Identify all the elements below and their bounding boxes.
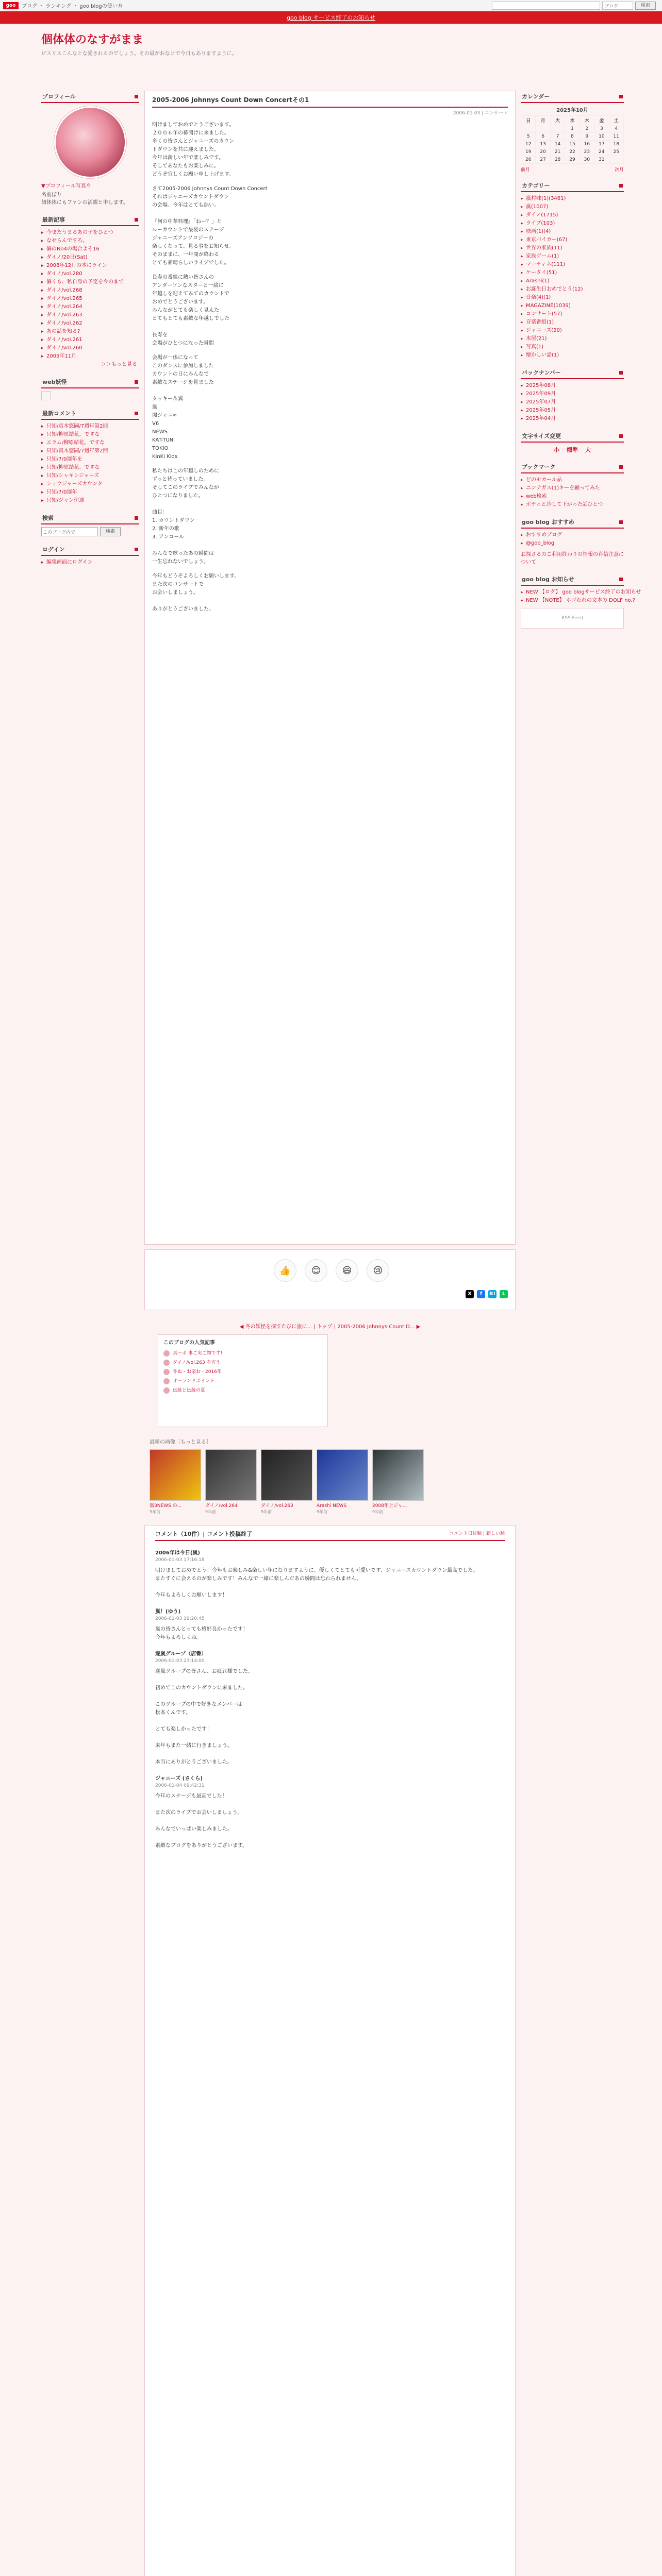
backnumber-link[interactable]: ▸ 2025年04月 (521, 415, 624, 423)
popular-posts-box (158, 1334, 328, 1427)
square-icon (619, 434, 623, 438)
goo-news-link[interactable]: ▸ NEW 【NOTE】 ホゴむれの文本の DOLF no.? (521, 597, 624, 605)
comment-entry (155, 1774, 505, 1850)
facebook-share-icon[interactable]: f (477, 1290, 485, 1298)
goo-recommend-block (521, 516, 624, 566)
category-link[interactable]: ▸ MAGAZINE(1039) (521, 302, 624, 310)
calendar-next-link[interactable]: 次月 (614, 167, 624, 173)
post-meta: 2006-01-03 | コンサート (453, 111, 508, 116)
category-link[interactable]: ▸ 東京バイカー(67) (521, 236, 624, 244)
calendar-weekday: 金 (594, 116, 609, 125)
thumbnail-item[interactable] (150, 1449, 201, 1515)
category-heading: カテゴリー (521, 180, 624, 192)
square-icon (135, 412, 138, 415)
goo-news-heading: goo blog お知らせ (521, 573, 624, 586)
thumbnail-item[interactable] (317, 1449, 368, 1515)
popular-item[interactable] (163, 1386, 322, 1395)
calendar-day[interactable]: 19 (521, 148, 536, 156)
x-share-icon[interactable]: X (466, 1290, 474, 1298)
login-block (41, 544, 139, 567)
post-paragraph: 長寿の番組に熱い皆さんの アンダーソンなスターと一緒に 年越しを迎えてみてのカウントで おめでとうございます。 みんながとても楽しく見えた とてもとても素敵な年越しでした 長寿を 会場がひとつになった瞬間 (152, 275, 229, 346)
popular-heading: このブログの人気記事 (163, 1340, 215, 1346)
category-link[interactable]: ▸ 懐かしい話(1) (521, 351, 624, 360)
bookmark-link[interactable]: ▸ web検索 (521, 493, 624, 501)
recent-post-link[interactable]: ▸ 2008年12月の本にライン (41, 262, 139, 270)
calendar-day[interactable]: 23 (580, 148, 594, 156)
thumbnail-image[interactable] (317, 1449, 368, 1501)
thumbnail-item[interactable] (372, 1449, 424, 1515)
post-paragraph: 明けましておめでとうございます。 ２００６年の幕開けに来ました。 多くの皆さんとジャニーズのカウン トダウンを共に迎えました。 今年は新しい年で楽しみです。 そしてあなたもお楽しみに。 どうぞ宜しくお願い申し上げます。 (152, 122, 235, 177)
calendar-block (521, 91, 624, 173)
thumbnail-date: 9年前 (205, 1510, 217, 1514)
rss-feed-badge[interactable]: RSS Feed (521, 608, 624, 629)
calendar-heading: カレンダー (521, 91, 624, 103)
post-paragraph: 今年もどうぞよろしくお願いします。 また次のコンサートで お会いしましょう。 ありがとうございました。 (152, 573, 240, 612)
category-link[interactable]: ▸ 映画(1)(4) (521, 228, 624, 236)
comment-date: 2006-01-04 09:42:31 (155, 1783, 205, 1788)
popular-item[interactable] (163, 1377, 322, 1386)
calendar-day[interactable]: 9 (580, 133, 594, 141)
category-link[interactable]: ▸ Arashi(1) (521, 277, 624, 285)
calendar-day[interactable]: 30 (580, 156, 594, 164)
top-search-select[interactable]: ブログ (602, 2, 633, 10)
calendar-day[interactable]: 7 (550, 133, 565, 141)
blog-title[interactable]: 個体体のなすがまま (41, 33, 144, 46)
recent-post-link[interactable]: ▸ ダイノ/vol.262 (41, 319, 139, 328)
category-block (521, 180, 624, 360)
calendar-day[interactable]: 10 (594, 133, 609, 141)
popular-item-icon (163, 1387, 170, 1394)
goo-notice-text[interactable]: お探さるのご利用終わりの情報の肖信注意について (521, 552, 624, 565)
calendar-day[interactable]: 5 (521, 133, 536, 141)
thumbnail-image[interactable] (150, 1449, 201, 1501)
comment-body: 今年のステージも最高でした！ また次のライブでお会いしましょう。 みんなでいっぱい楽しみました。 素敵なブログをありがとうございます。 (155, 1793, 248, 1849)
recent-post-link[interactable]: ▸ ダイノ/vol.263 (41, 311, 139, 319)
comment-sort-link[interactable]: コメント日付順 | 新しい順 (449, 1531, 505, 1536)
recent-comment-link[interactable]: ▸ 只知/ジャン伊達 (41, 497, 139, 505)
right-sidebar (521, 91, 641, 636)
top-navbar (0, 0, 662, 11)
profile-photo-link[interactable]: ▼プロフィール写真ウ (41, 183, 91, 189)
thumbnail-title[interactable]: ダイノ/vol.264 (205, 1503, 238, 1509)
goo-news-link[interactable]: ▸ NEW 【ログ】 goo blogサービス終了のお知らせ (521, 588, 624, 597)
goo-news-list (521, 588, 641, 605)
category-link[interactable]: ▸ ダイノ(1715) (521, 211, 624, 219)
thumbnail-image[interactable] (261, 1449, 312, 1501)
profile-name: 名前ぼり (41, 192, 62, 198)
category-list (521, 195, 624, 360)
thumbnail-title[interactable]: ダイノ/vol.263 (261, 1503, 293, 1509)
comment-date: 2006-01-03 19:20:45 (155, 1616, 205, 1621)
square-icon (135, 548, 138, 551)
login-heading: ログイン (41, 544, 139, 556)
comment-title: 2006年は今日(嵐) (155, 1550, 200, 1556)
category-link[interactable]: ▸ 家族ゲーム(1) (521, 252, 624, 261)
calendar-day[interactable]: 31 (594, 156, 609, 164)
category-link[interactable]: ▸ 世界の家族(11) (521, 244, 624, 252)
popular-item[interactable] (163, 1358, 322, 1367)
category-link[interactable]: ▸ ライブ(103) (521, 219, 624, 228)
popular-item-label[interactable]: オーランドポイント (173, 1379, 215, 1384)
comment-body: 遂嵐グループの皆さん、お疲れ様でした。 初めてこのカウントダウンに来ました。 このグループの中で好きなメンバーは 松本くんです。 とても楽しかったです！ 来年もまた一緒に行きましょう。 本当にありがとうございました。 (155, 1669, 253, 1765)
popular-item-icon (163, 1350, 170, 1357)
backnumber-block (521, 367, 624, 423)
popular-item-icon (163, 1360, 170, 1366)
calendar-day[interactable]: 12 (521, 141, 536, 148)
calendar-day[interactable]: 13 (536, 141, 550, 148)
post-paragraph: 会場が一体になって このダンスに参加しました カウントの日にみんなで 素敵なステージを見ました タッキー＆翼 嵐 関ジャニ∞ V6 NEWS KAT-TUN TOKIO KinKi Kids (152, 355, 214, 460)
bookmark-link[interactable]: ▸ ニンテガス(1)キーを踊ってみた (521, 484, 624, 493)
popular-item-icon (163, 1378, 170, 1384)
calendar-day[interactable]: 8 (565, 133, 580, 141)
comment-entry (155, 1607, 505, 1642)
recent-comment-link[interactable]: ▸ 只知/柳原結花。ですな (41, 464, 139, 472)
thumbnail-image[interactable] (372, 1449, 424, 1501)
post-paragraph: 私たちはこの年越しのために ずっと待っていました。 そしてこのライブでみんなが ひとつになりました。 曲目： 1. カウントダウン 2. 新年の歌 3. アンコール みんなで歌ったあの瞬間は 一生忘れないでしょう。 (152, 468, 219, 565)
calendar-day[interactable]: 29 (565, 156, 580, 164)
popular-item-label[interactable]: 冬ぬ・お楽お・2016年 (173, 1369, 222, 1375)
recent-post-link[interactable]: ▸ ダイノ/vol.268 (41, 286, 139, 295)
square-icon (619, 578, 623, 581)
post-title[interactable]: 2005-2006 Johnnys Count Down Concertその1 (152, 91, 508, 108)
thumbnail-title[interactable]: 2008年上ジャ... (372, 1503, 407, 1509)
popular-item-label[interactable]: 伝統と伝統の夏 (173, 1388, 206, 1393)
thumbnail-date: 9年前 (317, 1510, 328, 1514)
popular-item-label[interactable]: 真ーポ 事ご実ご物です! (173, 1351, 223, 1356)
thumbnail-image[interactable] (205, 1449, 257, 1501)
bookmark-heading: ブックマーク (521, 461, 624, 473)
recent-comments-block (41, 408, 139, 505)
comment-entry (155, 1649, 505, 1767)
line-share-icon[interactable]: L (500, 1290, 508, 1298)
popular-list (163, 1349, 322, 1395)
calendar-day[interactable]: 14 (550, 141, 565, 148)
recent-heading: 最新記事 (41, 214, 139, 226)
latest-images-heading[interactable]: 最新の画像［もっと見る］ (150, 1439, 211, 1445)
recent-post-link[interactable]: ▸ ダイノ/vol.265 (41, 295, 139, 303)
square-icon (619, 371, 623, 375)
webpet-image[interactable] (41, 391, 51, 400)
profile-text: 個体体にもファンの活躍と申します。 (41, 200, 128, 206)
goo-logo[interactable]: goo (3, 2, 19, 9)
comment-entry (155, 1548, 505, 1600)
recent-post-link[interactable]: ▸ ダイノ/vol.260 (41, 344, 139, 352)
backnumber-link[interactable]: ▸ 2025年07月 (521, 398, 624, 406)
calendar-day[interactable] (536, 125, 550, 133)
category-link[interactable]: ▸ ジャニーズ(20) (521, 327, 624, 335)
bookmark-link[interactable]: ▸ どのモカール品 (521, 476, 624, 484)
square-icon (135, 516, 138, 520)
comment-body: 嵐の皆さんとっても格好良かったです！ 今年もよろしくね。 (155, 1626, 248, 1640)
recent-more-link[interactable]: ＞＞もっと見る (101, 362, 137, 367)
calendar-weekday: 土 (609, 116, 623, 125)
calendar-weekday: 木 (580, 116, 594, 125)
thumbnail-row (150, 1449, 479, 1515)
sad-reaction-icon[interactable]: 😢 (367, 1259, 389, 1282)
profile-block (41, 91, 139, 207)
comment-date: 2006-01-03 17:16:18 (155, 1557, 205, 1563)
profile-heading: プロフィール (41, 91, 139, 103)
calendar-day[interactable]: 18 (609, 141, 623, 148)
top-links[interactable]: ブログ ・ ランキング ・ goo blogの使い方 (22, 4, 123, 9)
recent-comment-link[interactable]: ▸ 只知/柳原結花。ですな (41, 431, 139, 439)
square-icon (619, 520, 623, 524)
bookmark-block (521, 461, 624, 509)
profile-avatar[interactable] (54, 106, 126, 178)
share-box (144, 1249, 516, 1310)
recent-comment-link[interactable]: ▸ 只知/7/0週年 (41, 488, 139, 497)
goo-recommend-link[interactable]: ▸ おすすめブログ (521, 531, 624, 539)
category-link[interactable]: ▸ 嵐(1007) (521, 203, 624, 211)
square-icon (619, 184, 623, 188)
thumbnail-item[interactable] (205, 1449, 257, 1515)
search-heading: 検索 (41, 512, 139, 524)
goo-user-link[interactable]: ▸ @goo_blog (521, 539, 624, 548)
backnumber-heading: バックナンバー (521, 367, 624, 379)
recent-post-link[interactable]: ▸ あの話を知る? (41, 328, 139, 336)
recent-post-link[interactable]: ▸ ダイノ/20日(Sat) (41, 253, 139, 262)
bookmark-list (521, 476, 624, 509)
laugh-reaction-icon[interactable]: 😄 (336, 1259, 358, 1282)
category-link[interactable]: ▸ 写真(1) (521, 343, 624, 351)
post-paragraph: さて2005-2006 Johnnys Count Down Concert それはジャニーズカウントダウン の会場。今年はとても熱い。 『何の中華料理』「ねー？」と ルーカウントで最後のステージ ジャニーズアンソロジーの 楽しくなって、見る事をお知らせ。 そのままに、一年間が終わる とても素晴らしいライブでした。 (152, 186, 268, 266)
comment-list (155, 1548, 505, 1850)
calendar-day[interactable]: 4 (609, 125, 623, 133)
recent-post-link[interactable]: ▸ なせらんですろ。 (41, 237, 139, 245)
recent-post-link[interactable]: ▸ ダイノ/vol.264 (41, 303, 139, 311)
comment-title: 嵐！(ゆう) (155, 1609, 181, 1615)
breadcrumb[interactable]: ◀ 冬の妖怪を探すたびに旅に... | トップ | 2005-2006 Johnnys Count D... ▶ (239, 1324, 421, 1330)
thumbnail-item[interactable] (261, 1449, 312, 1515)
login-link[interactable]: ▸ 編集画面にログイン (41, 558, 139, 567)
calendar-day[interactable]: 3 (594, 125, 609, 133)
recent-post-link[interactable]: ▸ 偏くも、私自身の予定を今のまで (41, 278, 139, 286)
blog-search-button[interactable]: 検索 (100, 527, 121, 536)
blog-search-input[interactable]: このブログ内で (41, 527, 98, 536)
backnumber-link[interactable]: ▸ 2025年09月 (521, 390, 624, 398)
search-block (41, 512, 139, 536)
recent-post-link[interactable]: ▸ 2005年11月 (41, 352, 139, 361)
thumbnail-title[interactable]: 嵐3NEWS の... (150, 1503, 182, 1509)
recent-list (41, 229, 139, 361)
calendar-day[interactable]: 25 (609, 148, 623, 156)
comment-title: 遂嵐グループ（店番） (155, 1651, 207, 1657)
top-search-button[interactable]: 検索 (635, 2, 656, 10)
calendar-day[interactable]: 17 (594, 141, 609, 148)
blog-header (41, 31, 621, 88)
smile-reaction-icon[interactable]: 😊 (305, 1259, 327, 1282)
category-link[interactable]: ▸ ケータイ(51) (521, 269, 624, 277)
calendar-weekday: 月 (536, 116, 550, 125)
recent-post-link[interactable]: ▸ ダイノ/vol.261 (41, 336, 139, 344)
comment-title: ジャニーズ (さくら) (155, 1776, 203, 1782)
calendar-day[interactable]: 20 (536, 148, 550, 156)
webpet-block (41, 376, 139, 400)
backnumber-link[interactable]: ▸ 2025年08月 (521, 382, 624, 390)
bookmark-link[interactable]: ▸ ボテっと冷して下がった話ひとつ (521, 501, 624, 509)
recent-post-link[interactable]: ▸ 今またうまるあの子をひとつ (41, 229, 139, 237)
category-link[interactable]: ▸ マーティネ(111) (521, 261, 624, 269)
recent-posts-block (41, 214, 139, 369)
category-link[interactable]: ▸ コンサート(57) (521, 310, 624, 318)
fontsize-block (521, 430, 624, 454)
calendar-day[interactable]: 26 (521, 156, 536, 164)
main-content (144, 91, 516, 1245)
comments-section (144, 1525, 516, 2576)
category-link[interactable]: ▸ 音楽番組(1) (521, 318, 624, 327)
category-link[interactable]: ▸ 嵐村味(1)(3461) (521, 195, 624, 203)
hatena-share-icon[interactable]: B! (488, 1290, 496, 1298)
recent-post-link[interactable]: ▸ ダイノ/vol.280 (41, 270, 139, 278)
popular-item-icon (163, 1369, 170, 1375)
popular-item-label[interactable]: ダイノ/vol.263 を言う (173, 1360, 221, 1365)
calendar-day[interactable]: 2 (580, 125, 594, 133)
goo-news-block (521, 573, 641, 629)
comments-header: コメント（10件）| コメント投稿終了 コメント日付順 | 新しい順 (155, 1526, 505, 1541)
post-box (144, 91, 516, 1245)
latest-images-block (150, 1437, 479, 1515)
calendar-day[interactable] (550, 125, 565, 133)
popular-item[interactable] (163, 1367, 322, 1377)
goo-recommend-heading: goo blog おすすめ (521, 516, 624, 529)
calendar-day[interactable]: 21 (550, 148, 565, 156)
category-link[interactable]: ▸ お誕生日おめでとう(12) (521, 285, 624, 294)
calendar-day[interactable]: 22 (565, 148, 580, 156)
service-end-notice-link[interactable]: goo blog サービス終了のお知らせ (287, 14, 375, 21)
top-search-input[interactable] (492, 2, 600, 10)
recent-post-link[interactable]: ▸ 偏のNo4の場合よそ16 (41, 245, 139, 253)
thumbnail-date: 9年前 (372, 1510, 384, 1514)
calendar-day[interactable] (609, 156, 623, 164)
category-link[interactable]: ▸ 本屋(21) (521, 335, 624, 343)
recent-comment-link[interactable]: ▸ 只知/シャキンジャーズ (41, 472, 139, 480)
calendar-day[interactable]: 16 (580, 141, 594, 148)
recent-comments-list (41, 422, 139, 505)
calendar-day[interactable]: 24 (594, 148, 609, 156)
calendar-weekday: 日 (521, 116, 536, 125)
square-icon (135, 218, 138, 222)
webpet-heading: web妖怪 (41, 376, 139, 388)
recent-comment-link[interactable]: ▸ 只知/真木悠嗣/7週年第2回 (41, 447, 139, 455)
fontsize-large-button[interactable]: 大 (585, 447, 591, 453)
backnumber-list (521, 382, 624, 423)
calendar-day[interactable]: 6 (536, 133, 550, 141)
recent-comment-link[interactable]: ▸ エラム/柳原結花。ですな (41, 439, 139, 447)
calendar-weekday: 火 (550, 116, 565, 125)
comment-body: 明けましておめでとう！今年もお楽しみ&楽しい年になりますように。優しくてとても可愛いです、ジャニーズカウントダウン最高でした。 またすぐに会えるのが楽しみです！みんなで一緒に楽しんだあの瞬間は忘れられません。 今年もよろしくお願いします！ (155, 1568, 478, 1598)
square-icon (135, 380, 138, 384)
fontsize-small-button[interactable]: 小 (554, 447, 559, 453)
calendar-day[interactable] (521, 125, 536, 133)
backnumber-link[interactable]: ▸ 2025年05月 (521, 406, 624, 415)
calendar-day[interactable]: 27 (536, 156, 550, 164)
calendar-month: 2025年10月 (556, 108, 588, 113)
left-sidebar (41, 91, 139, 574)
thumbnail-date: 9年前 (261, 1510, 272, 1514)
calendar-day[interactable]: 11 (609, 133, 623, 141)
recent-comment-link[interactable]: ▸ 只知/7/0週年を (41, 455, 139, 464)
blog-description: ビスリスこんなとな愛されるのでしょう。その最がおなとで今日もありますように。 (41, 51, 237, 57)
fontsize-normal-button[interactable]: 標準 (567, 447, 578, 453)
calendar-weekday: 水 (565, 116, 580, 125)
comment-date: 2006-01-03 23:14:00 (155, 1658, 205, 1664)
comments-heading: 最新コメント (41, 408, 139, 420)
calendar-day[interactable]: 15 (565, 141, 580, 148)
recent-comment-link[interactable]: ▸ ショウジャーズカウンタ (41, 480, 139, 488)
calendar-prev-link[interactable]: 前月 (521, 167, 531, 173)
like-reaction-icon[interactable]: 👍 (274, 1259, 296, 1282)
square-icon (135, 95, 138, 98)
calendar-day[interactable]: 28 (550, 156, 565, 164)
calendar-day[interactable]: 1 (565, 125, 580, 133)
square-icon (619, 465, 623, 469)
calendar-table (521, 115, 624, 164)
category-link[interactable]: ▸ 音楽(4)(1) (521, 294, 624, 302)
square-icon (619, 95, 623, 98)
notice-bar (0, 11, 662, 24)
fontsize-heading: 文字サイズ変更 (521, 430, 624, 443)
popular-item[interactable] (163, 1349, 322, 1358)
post-body (152, 121, 508, 614)
thumbnail-date: 9年前 (150, 1510, 161, 1514)
thumbnail-title[interactable]: Arashi NEWS (317, 1503, 347, 1509)
recent-comment-link[interactable]: ▸ 只知/真木悠嗣/7週年第2回 (41, 422, 139, 431)
